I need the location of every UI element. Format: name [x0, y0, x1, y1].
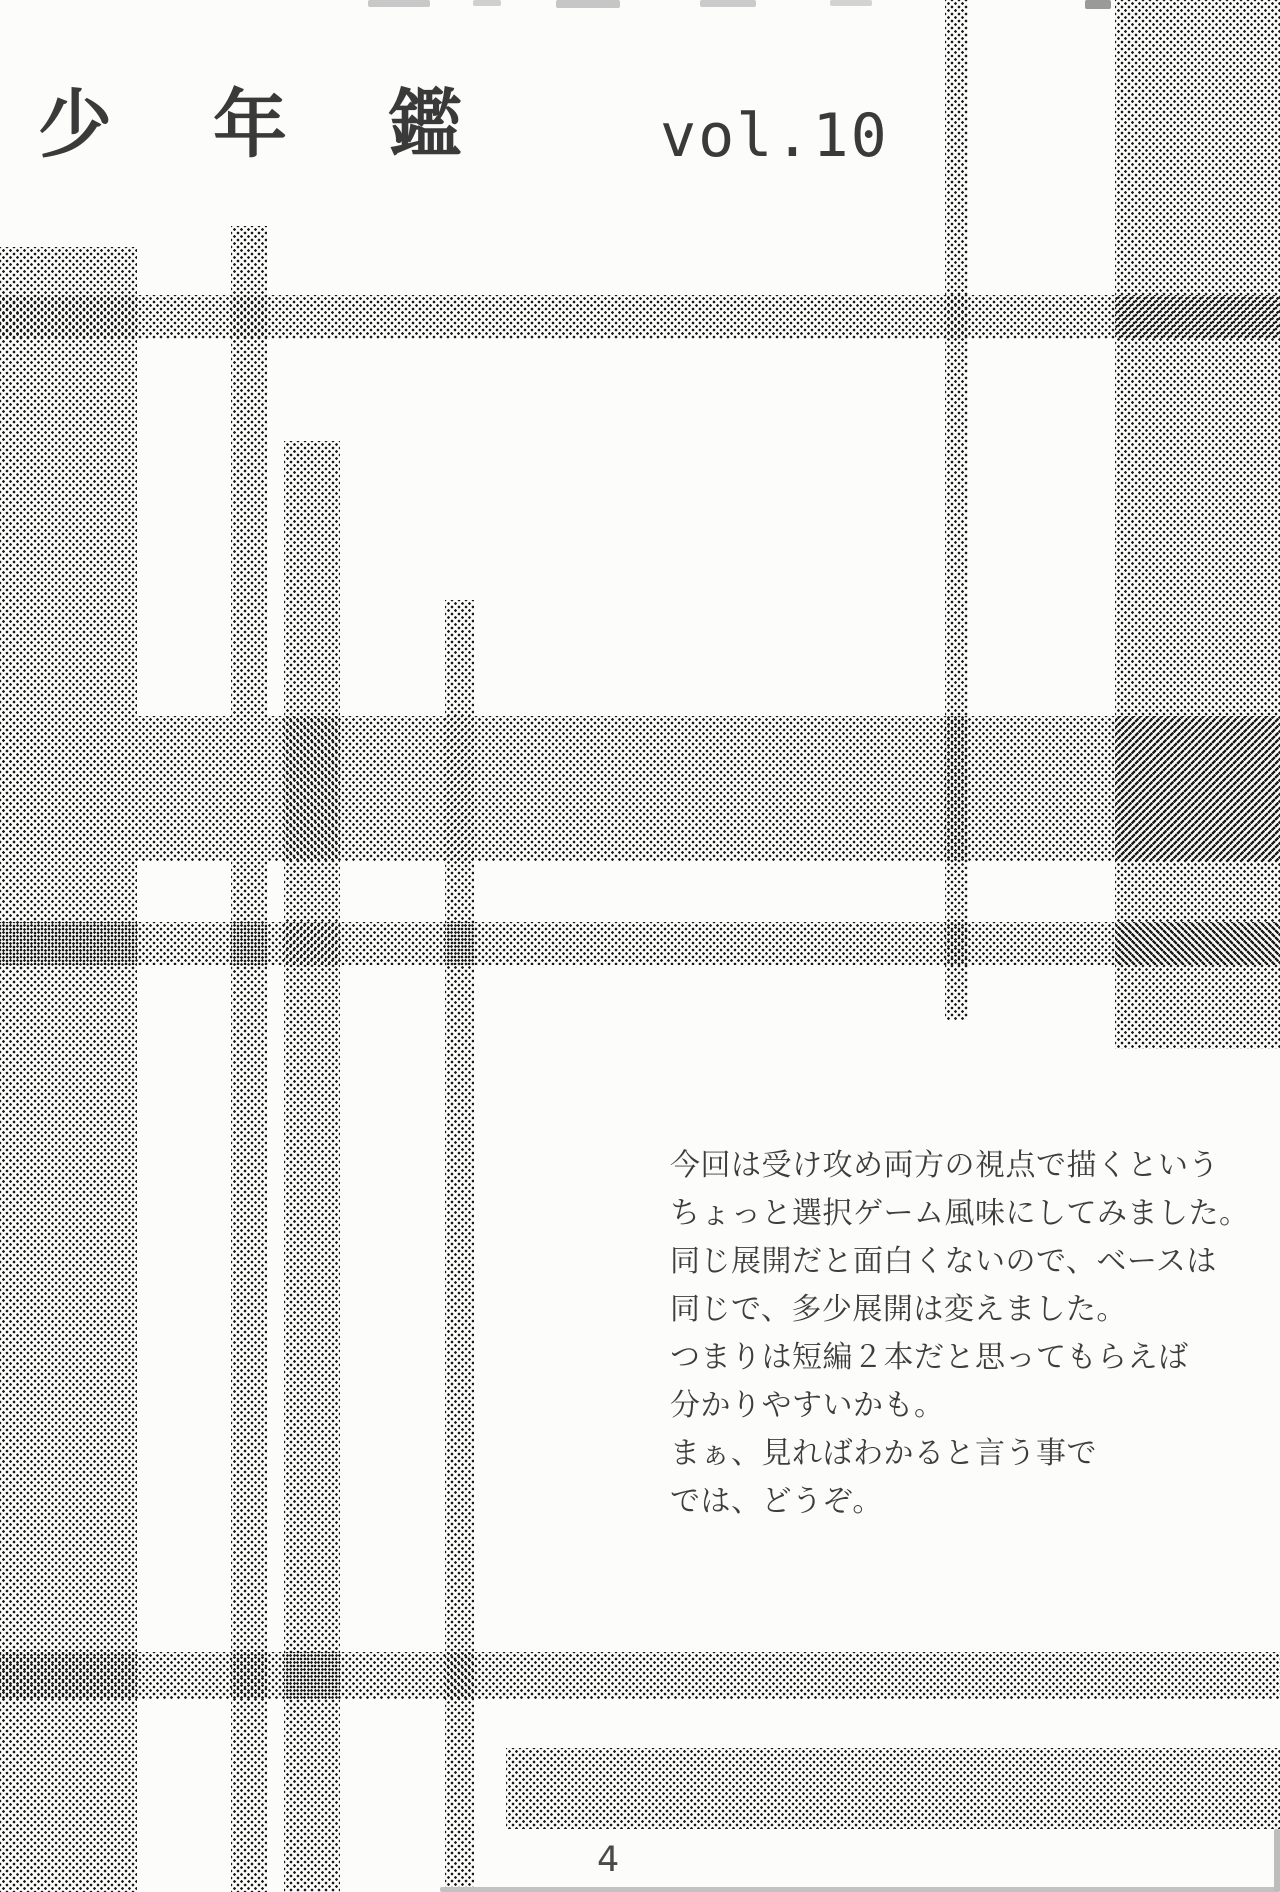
right-edge-sliver [1274, 1829, 1280, 1892]
foreword-line: 分かりやすいかも。 [670, 1388, 945, 1423]
foreword-line: つまりは短編２本だと思ってもらえば [670, 1340, 1189, 1375]
page-number: 4 [597, 1840, 620, 1880]
horizontal-band-4-tone [0, 1652, 1280, 1699]
left-column-tone [0, 247, 137, 1892]
page-title-volume: vol.10 [660, 101, 889, 171]
title-row [0, 0, 1280, 200]
vertical-bar-1-tone [231, 226, 267, 1892]
horizontal-band-2-tone [0, 716, 1280, 861]
bottom-edge-line [440, 1887, 1280, 1892]
foreword-line: 今回は受け攻め両方の視点で描くという [670, 1148, 1219, 1183]
horizontal-band-3-tone [0, 922, 1280, 965]
horizontal-band-1-tone [0, 295, 1280, 339]
foreword-line: では、どうぞ。 [670, 1484, 883, 1519]
horizontal-band-5-tone [506, 1748, 1280, 1829]
foreword-line: 同じ展開だと面白くないので、ベースは [670, 1244, 1217, 1279]
foreword-text-block [670, 1142, 1250, 1526]
foreword-line: 同じで、多少展開は変えました。 [670, 1292, 1127, 1327]
foreword-line: まぁ、見ればわかると言う事で [670, 1436, 1097, 1471]
foreword-line: ちょっと選択ゲーム風味にしてみました。 [670, 1196, 1250, 1231]
page-title-kanji: 少年鑑 [38, 82, 563, 168]
